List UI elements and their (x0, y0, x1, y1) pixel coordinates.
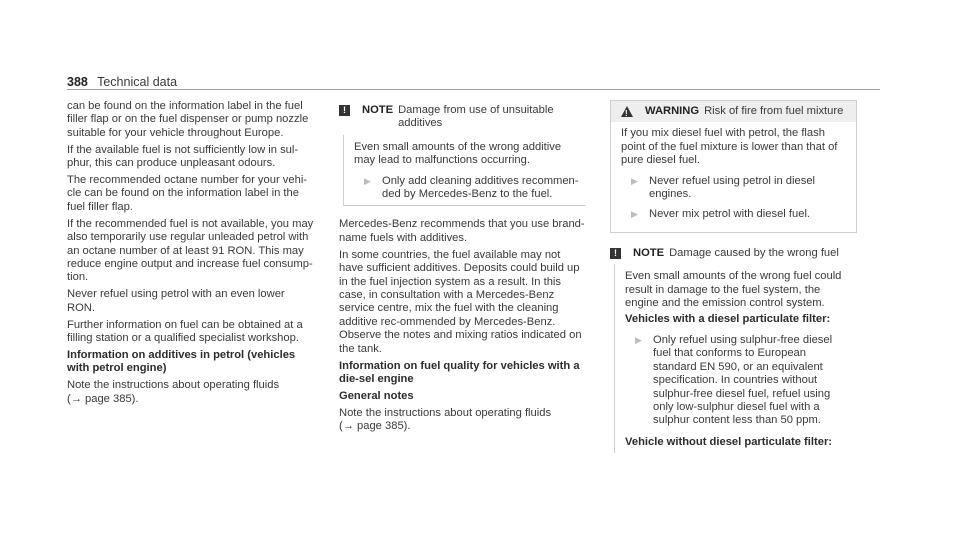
note-text: Even small amounts of the wrong fuel could result in damage to the fuel system, the engine and the emission control system. (625, 270, 842, 310)
triangle-bullet-icon: ▶ (631, 209, 638, 220)
page-reference-link[interactable]: (→ page 385). (67, 392, 139, 405)
note-text: Even small amounts of the wrong additive may lead to malfunctions occurring. (354, 140, 562, 167)
paragraph: Never refuel using petrol with an even lower RON. (67, 288, 285, 314)
note-header (339, 100, 586, 135)
column-2 (339, 100, 586, 437)
paragraph: If the recommended fuel is not available, you may also temporarily use regular unleaded petrol with an octane number of at least 91 RON. This may reduce engine output and increase fuel consump-tion. (67, 217, 314, 284)
column-1 (67, 100, 314, 410)
note-header (610, 243, 857, 264)
triangle-bullet-icon: ▶ (631, 175, 638, 186)
note-tag: NOTE (362, 104, 394, 116)
note-box (339, 100, 586, 206)
paragraph: In some countries, the fuel available may not have sufficient additives. Deposits could build up in the fuel injection system as a result. In this case, in consultation with a Mercedes-Benz service centre, mix the fuel with the cleaning additive rec-ommended by Mercedes-Benz. Observe the notes and mixing ratios indicated on the tank. (339, 248, 582, 355)
list-item (625, 334, 851, 428)
column-3 (610, 100, 857, 453)
paragraph: The recommended octane number for your vehi-cle can be found on the information label in the fuel filler flap. (67, 174, 308, 213)
note-body (343, 135, 586, 207)
list-item (621, 208, 850, 221)
page-reference-link[interactable]: (→ page 385). (339, 420, 411, 433)
warning-box (610, 100, 857, 233)
bullet-text: Only add cleaning additives recommen-ded by Mercedes-Benz to the fuel. (382, 174, 579, 201)
paragraph: Note the instructions about operating fluids (339, 406, 552, 419)
paragraph: Mercedes-Benz recommends that you use brand-name fuels with additives. (339, 218, 585, 244)
section-heading: Information on additives in petrol (vehicles with petrol engine) (67, 348, 296, 375)
warning-triangle-icon (621, 106, 633, 117)
note-icon: ! (610, 248, 621, 259)
page-header (67, 75, 177, 89)
note-icon: ! (339, 105, 350, 116)
note-body (614, 264, 857, 453)
note-subheading: Vehicle without diesel particulate filter: (625, 435, 833, 448)
warning-title: Risk of fire from fuel mixture (704, 105, 844, 117)
section-heading: Information on fuel quality for vehicles with a die-sel engine (339, 359, 580, 385)
triangle-bullet-icon: ▶ (635, 334, 642, 345)
list-item (354, 175, 580, 202)
list-item (621, 175, 850, 202)
note-tag: NOTE (633, 246, 665, 259)
triangle-bullet-icon: ▶ (364, 175, 371, 186)
bullet-text: Never mix petrol with diesel fuel. (649, 208, 811, 221)
warning-tag: WARNING (645, 105, 700, 117)
note-title: Damage from use of unsuitable additives (398, 104, 554, 130)
subsection-heading: General notes (339, 389, 414, 402)
note-title: Damage caused by the wrong fuel (669, 246, 839, 259)
note-subheading: Vehicles with a diesel particulate filter: (625, 313, 831, 326)
warning-text: If you mix diesel fuel with petrol, the flash point of the fuel mixture is lower than that of pure diesel fuel. (621, 127, 838, 167)
paragraph: can be found on the information label in the fuel filler flap or on the fuel dispenser or pump nozzle suitable for your vehicle throughout Europe. (67, 100, 309, 139)
bullet-text: Never refuel using petrol in diesel engines. (649, 174, 816, 201)
header-divider (67, 89, 880, 90)
bullet-text: Only refuel using sulphur-free diesel fuel that conforms to European standard EN 590, or an equivalent specification. In countries without sulphur-free diesel fuel, refuel using only low-sulphur diesel fuel with a sulphur content less than 50 ppm. (653, 333, 833, 427)
paragraph: If the available fuel is not sufficiently low in sul-phur, this can produce unpleasant odours. (67, 143, 299, 170)
warning-body (611, 122, 856, 231)
section-title: Technical data (97, 75, 178, 89)
warning-header (611, 101, 856, 122)
note-box (610, 243, 857, 453)
paragraph: Further information on fuel can be obtained at a filling station or a qualified specialist workshop. (67, 318, 303, 344)
paragraph: Note the instructions about operating fluids (67, 379, 280, 392)
page-number: 388 (67, 75, 88, 89)
